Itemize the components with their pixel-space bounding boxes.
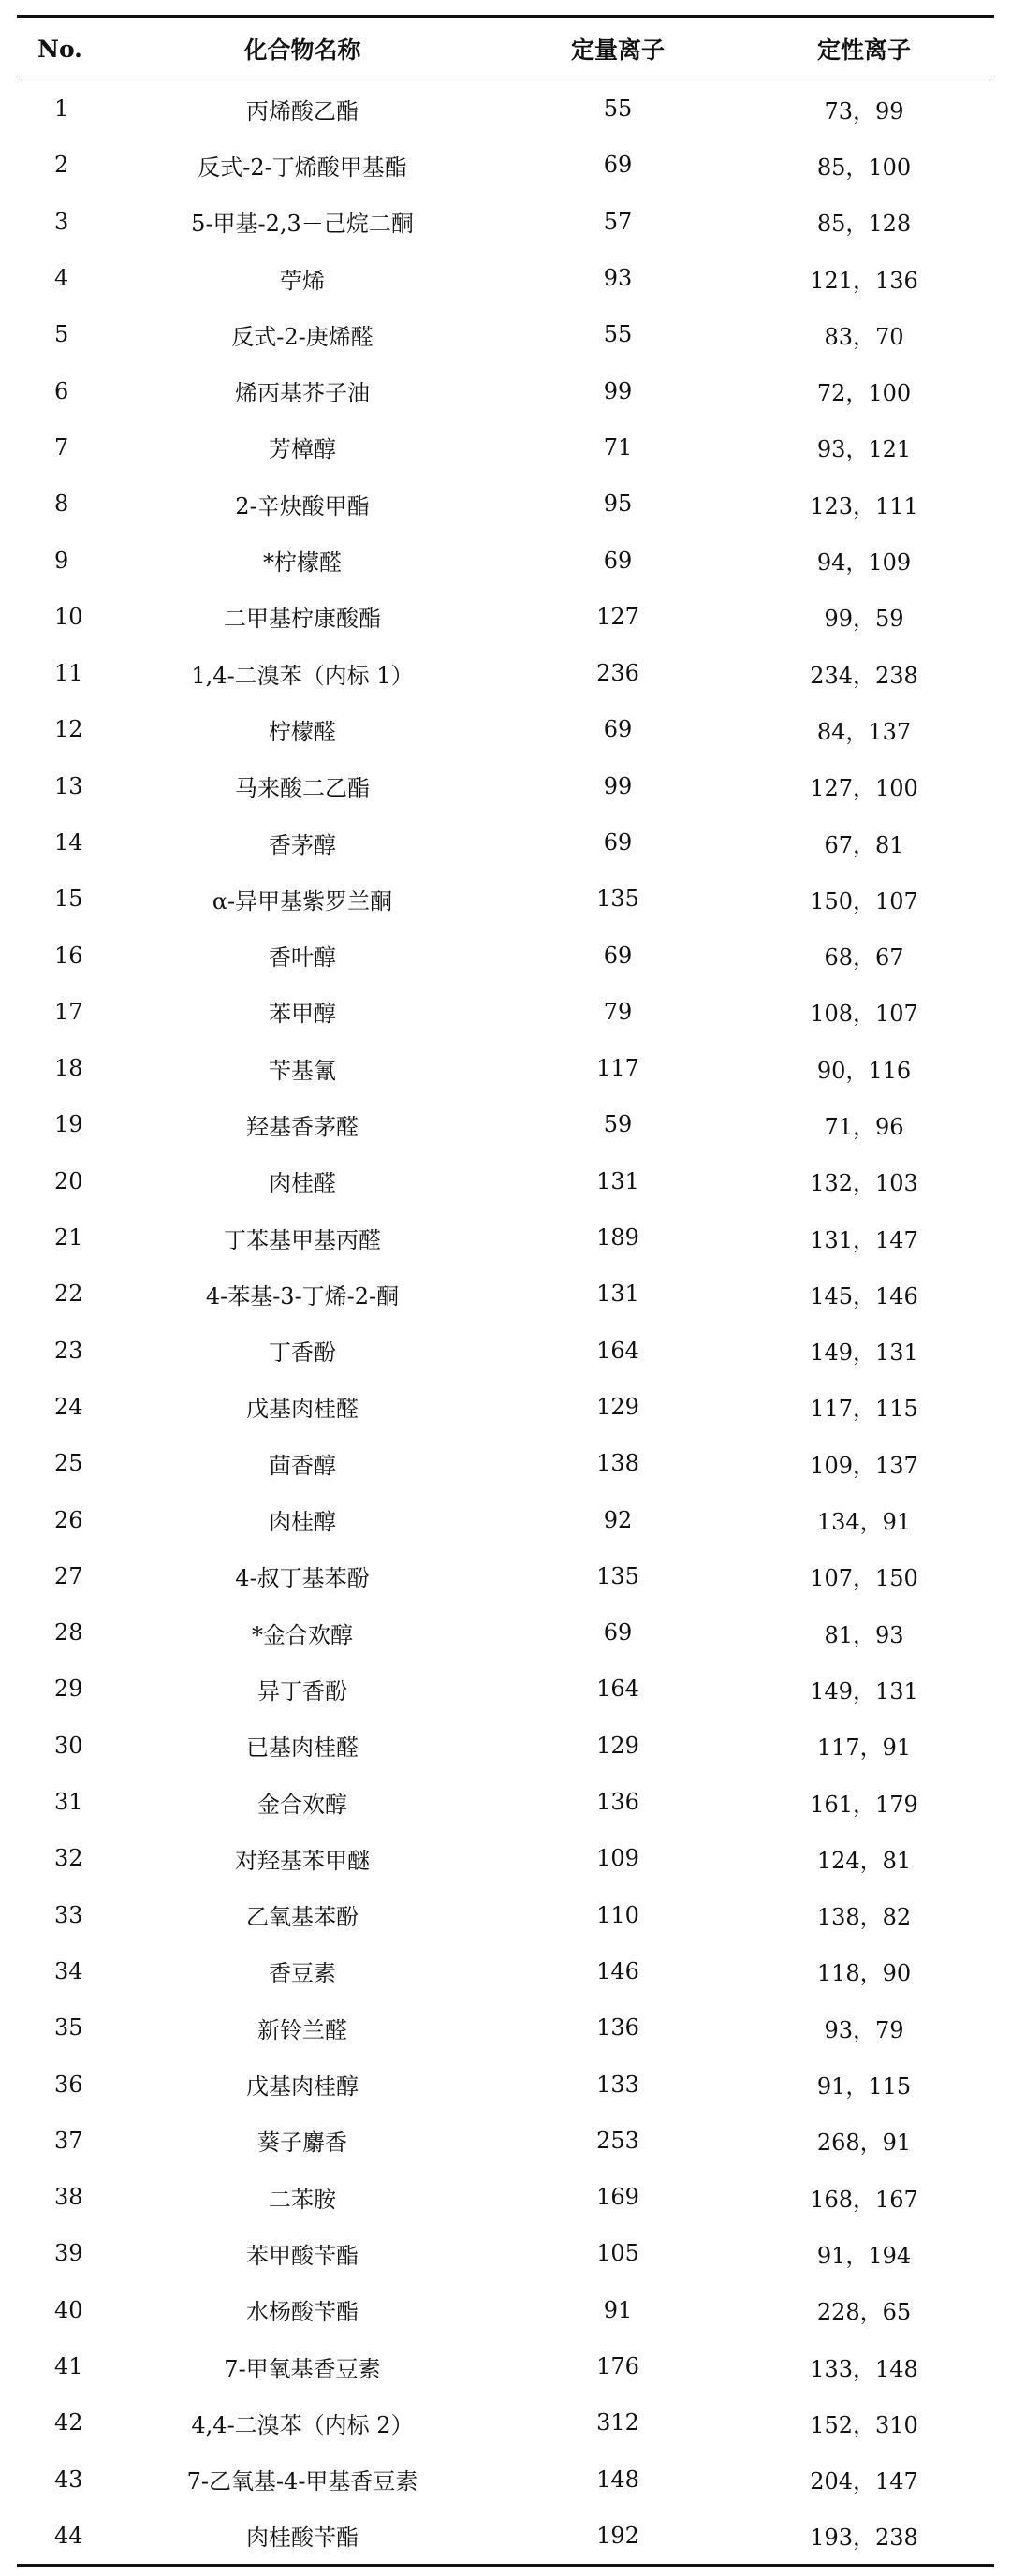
cell-no: 40: [54, 2296, 83, 2323]
cell-qual-ion: 133，148: [810, 2355, 918, 2382]
cell-quant-ion: 55: [603, 95, 633, 123]
cell-no: 39: [54, 2240, 83, 2267]
cell-compound-name: 苯甲酸苄酯: [246, 2242, 359, 2269]
table-row: [17, 1661, 994, 1717]
cell-compound-name: 柠檬醛: [269, 718, 336, 745]
cell-qual-ion: 118，90: [816, 1960, 912, 1987]
cell-qual-ion: 83，70: [824, 323, 904, 350]
cell-quant-ion: 71: [603, 433, 633, 461]
cell-qual-ion: 99，59: [824, 606, 904, 633]
cell-qual-ion: 168，167: [810, 2186, 918, 2213]
cell-compound-name: 马来酸二乙酯: [235, 775, 370, 802]
cell-no: 12: [54, 716, 83, 743]
table-row: [17, 2338, 994, 2394]
cell-compound-name: 2-辛炔酸甲酯: [235, 492, 370, 520]
cell-compound-name: 丁苯基甲基丙醛: [224, 1226, 381, 1253]
cell-no: 5: [54, 321, 69, 348]
cell-compound-name: 葵子麝香: [257, 2130, 347, 2157]
cell-quant-ion: 69: [603, 829, 633, 856]
header-quant-ion: 定量离子: [502, 17, 734, 80]
cell-no: 6: [54, 377, 69, 404]
cell-no: 17: [54, 998, 83, 1025]
cell-quant-ion: 117: [596, 1055, 639, 1082]
cell-no: 30: [54, 1732, 83, 1759]
cell-qual-ion: 90，116: [816, 1057, 912, 1084]
cell-qual-ion: 91，194: [816, 2242, 912, 2269]
cell-qual-ion: 81，93: [824, 1621, 904, 1648]
cell-compound-name: 戊基肉桂醇: [246, 2073, 359, 2100]
cell-quant-ion: 312: [596, 2409, 639, 2437]
cell-compound-name: 二苯胺: [269, 2186, 336, 2213]
cell-qual-ion: 72，100: [816, 380, 912, 407]
cell-compound-name: 4-苯基-3-丁烯-2-酮: [205, 1282, 400, 1310]
cell-qual-ion: 71，96: [824, 1113, 904, 1140]
table-row: [17, 871, 994, 927]
table-row: [17, 589, 994, 645]
cell-no: 11: [54, 660, 83, 687]
table-row: [17, 1040, 994, 1096]
cell-qual-ion: 193，238: [734, 2508, 994, 2566]
cell-quant-ion: 105: [596, 2240, 639, 2267]
cell-no: 35: [54, 2014, 83, 2042]
table-row: [17, 1266, 994, 1322]
cell-no: 34: [54, 1957, 83, 1984]
cell-no: 3: [54, 208, 69, 235]
cell-compound-name: 芳樟醇: [269, 436, 336, 463]
table-row: [17, 701, 994, 757]
cell-no: 31: [54, 1789, 83, 1816]
cell-no: 8: [54, 490, 69, 518]
cell-quant-ion: 127: [596, 603, 639, 630]
cell-no: 25: [54, 1450, 83, 1477]
cell-compound-name: 水杨酸苄酯: [246, 2299, 359, 2326]
cell-compound-name: 茴香醇: [269, 1452, 336, 1479]
header-compound-name: 化合物名称: [103, 17, 502, 80]
cell-quant-ion: 253: [596, 2127, 639, 2154]
cell-quant-ion: 129: [596, 1732, 639, 1759]
cell-qual-ion: 228，65: [816, 2299, 912, 2326]
table-row: [17, 1604, 994, 1661]
header-no: No.: [17, 17, 103, 80]
table-row: [17, 2225, 994, 2281]
header-qual-ion: 定性离子: [734, 17, 994, 80]
cell-qual-ion: 68，67: [824, 944, 904, 972]
cell-compound-name: 乙氧基苯酚: [246, 1904, 359, 1931]
cell-no: 16: [54, 942, 83, 969]
cell-compound-name: 反式-2-丁烯酸甲基酯: [198, 154, 407, 181]
table-row: [17, 1774, 994, 1830]
cell-compound-name: 7-乙氧基-4-甲基香豆素: [186, 2468, 418, 2496]
cell-quant-ion: 69: [603, 716, 633, 743]
cell-quant-ion: 57: [603, 208, 633, 235]
cell-compound-name: 戊基肉桂醛: [246, 1396, 359, 1423]
cell-quant-ion: 95: [603, 490, 633, 518]
cell-no: 36: [54, 2071, 83, 2098]
table-row: [17, 1943, 994, 1999]
table-row: [17, 645, 994, 701]
cell-qual-ion: 268，91: [816, 2130, 912, 2157]
cell-compound-name: 新铃兰醛: [257, 2016, 347, 2043]
cell-qual-ion: 150，107: [810, 887, 918, 915]
table-row: [17, 1153, 994, 1209]
cell-compound-name: 香豆素: [269, 1960, 336, 1987]
cell-compound-name: 香叶醇: [269, 944, 336, 972]
cell-quant-ion: 148: [596, 2466, 639, 2493]
cell-no: 44: [17, 2508, 103, 2566]
cell-quant-ion: 136: [596, 1789, 639, 1816]
cell-quant-ion: 189: [596, 1224, 639, 1251]
cell-quant-ion: 99: [603, 772, 633, 799]
table-row: [17, 2508, 994, 2566]
table-row: [17, 1379, 994, 1435]
table-row: [17, 2282, 994, 2338]
cell-qual-ion: 132，103: [810, 1170, 918, 1197]
table-row: [17, 1435, 994, 1491]
cell-qual-ion: 138，82: [816, 1904, 912, 1931]
cell-qual-ion: 67，81: [824, 831, 904, 858]
cell-compound-name: 肉桂醛: [269, 1170, 336, 1197]
cell-qual-ion: 107，150: [810, 1565, 918, 1592]
cell-quant-ion: 131: [596, 1281, 639, 1308]
cell-qual-ion: 152，310: [810, 2411, 918, 2438]
cell-qual-ion: 123，111: [810, 492, 918, 520]
cell-no: 27: [54, 1562, 83, 1589]
cell-qual-ion: 117，91: [816, 1734, 912, 1762]
cell-no: 32: [54, 1845, 83, 1872]
cell-compound-name: 4-叔丁基苯酚: [235, 1565, 370, 1592]
cell-quant-ion: 99: [603, 377, 633, 404]
cell-compound-name: 5-甲基-2,3－己烷二酮: [191, 211, 414, 238]
cell-no: 33: [54, 1901, 83, 1928]
cell-qual-ion: 108，107: [810, 1001, 918, 1028]
cell-qual-ion: 109，137: [810, 1452, 918, 1479]
cell-qual-ion: 93，79: [824, 2016, 904, 2043]
cell-no: 38: [54, 2184, 83, 2211]
cell-quant-ion: 69: [603, 1619, 633, 1647]
cell-quant-ion: 69: [603, 942, 633, 969]
cell-compound-name: 苄基氰: [269, 1057, 336, 1084]
cell-compound-name: 丙烯酸乙酯: [246, 97, 359, 124]
cell-compound-name: 已基肉桂醛: [246, 1734, 359, 1762]
cell-compound-name: 金合欢醇: [257, 1791, 347, 1818]
cell-no: 1: [54, 95, 69, 123]
table-row: [17, 1718, 994, 1774]
table-row: [17, 1548, 994, 1604]
table-row: [17, 250, 994, 306]
table-row: [17, 1323, 994, 1379]
cell-qual-ion: 149，131: [810, 1339, 918, 1367]
table-row: [17, 2056, 994, 2112]
cell-quant-ion: 192: [502, 2508, 734, 2566]
table-row: [17, 1491, 994, 1547]
cell-quant-ion: 146: [596, 1957, 639, 1984]
table-row: [17, 927, 994, 983]
cell-compound-name: 烯丙基芥子油: [235, 380, 370, 407]
cell-qual-ion: 204，147: [810, 2468, 918, 2496]
cell-qual-ion: 134，91: [816, 1509, 912, 1536]
cell-quant-ion: 129: [596, 1393, 639, 1420]
cell-quant-ion: 136: [596, 2014, 639, 2042]
cell-no: 7: [54, 433, 69, 461]
cell-quant-ion: 93: [603, 265, 633, 292]
cell-no: 29: [54, 1676, 83, 1703]
cell-quant-ion: 69: [603, 547, 633, 574]
cell-no: 9: [54, 547, 69, 574]
cell-no: 23: [54, 1337, 83, 1364]
cell-quant-ion: 135: [596, 886, 639, 913]
compound-ion-table: [17, 15, 994, 2567]
cell-compound-name: *柠檬醛: [263, 549, 342, 577]
cell-no: 43: [54, 2466, 83, 2493]
cell-compound-name: 二甲基柠康酸酯: [224, 606, 381, 633]
table-row: [17, 1999, 994, 2056]
cell-qual-ion: 131，147: [810, 1226, 918, 1253]
cell-quant-ion: 79: [603, 998, 633, 1025]
cell-quant-ion: 236: [596, 660, 639, 687]
cell-compound-name: 4,4-二溴苯（内标 2）: [191, 2411, 414, 2438]
cell-compound-name: α-异甲基紫罗兰酮: [212, 887, 393, 915]
cell-no: 2: [54, 152, 69, 179]
table-row: [17, 1887, 994, 1943]
cell-compound-name: 对羟基苯甲醚: [235, 1847, 370, 1874]
cell-quant-ion: 133: [596, 2071, 639, 2098]
cell-quant-ion: 110: [596, 1901, 639, 1928]
cell-no: 22: [54, 1281, 83, 1308]
cell-compound-name: 肉桂酸苄酯: [103, 2508, 502, 2566]
table-row: [17, 2113, 994, 2169]
cell-no: 24: [54, 1393, 83, 1420]
cell-compound-name: 苧烯: [280, 267, 325, 294]
cell-no: 13: [54, 772, 83, 799]
table-row: [17, 1830, 994, 1886]
cell-quant-ion: 55: [603, 321, 633, 348]
table-row: [17, 419, 994, 476]
cell-compound-name: 羟基香茅醛: [246, 1113, 359, 1140]
cell-no: 20: [54, 1167, 83, 1194]
cell-qual-ion: 149，131: [810, 1677, 918, 1705]
table-row: [17, 758, 994, 814]
table-row: [17, 306, 994, 362]
table-row: [17, 2451, 994, 2507]
cell-no: 4: [54, 265, 69, 292]
cell-quant-ion: 138: [596, 1450, 639, 1477]
cell-quant-ion: 131: [596, 1167, 639, 1194]
cell-qual-ion: 73，99: [824, 97, 904, 124]
cell-quant-ion: 169: [596, 2184, 639, 2211]
cell-no: 18: [54, 1055, 83, 1082]
cell-quant-ion: 135: [596, 1562, 639, 1589]
table-row: [17, 984, 994, 1040]
cell-quant-ion: 164: [596, 1337, 639, 1364]
cell-qual-ion: 127，100: [810, 775, 918, 802]
cell-qual-ion: 84，137: [816, 718, 912, 745]
cell-qual-ion: 93，121: [816, 436, 912, 463]
header-row: [17, 17, 994, 80]
cell-compound-name: 7-甲氧基香豆素: [224, 2355, 381, 2382]
table-row: [17, 194, 994, 250]
cell-no: 28: [54, 1619, 83, 1647]
cell-quant-ion: 59: [603, 1111, 633, 1138]
cell-qual-ion: 145，146: [810, 1282, 918, 1310]
cell-compound-name: *金合欢醇: [252, 1621, 353, 1648]
table-row: [17, 2394, 994, 2451]
cell-quant-ion: 164: [596, 1676, 639, 1703]
cell-compound-name: 反式-2-庚烯醛: [231, 323, 374, 350]
cell-compound-name: 苯甲醇: [269, 1001, 336, 1028]
table-row: [17, 532, 994, 588]
cell-compound-name: 1,4-二溴苯（内标 1）: [191, 662, 414, 689]
table-row: [17, 476, 994, 532]
cell-compound-name: 肉桂醇: [269, 1509, 336, 1536]
cell-no: 19: [54, 1111, 83, 1138]
cell-no: 15: [54, 886, 83, 913]
cell-no: 10: [54, 603, 83, 630]
table-row: [17, 1096, 994, 1152]
cell-quant-ion: 109: [596, 1845, 639, 1872]
cell-qual-ion: 91，115: [816, 2073, 912, 2100]
table-body: [17, 80, 994, 2566]
cell-no: 37: [54, 2127, 83, 2154]
cell-no: 14: [54, 829, 83, 856]
cell-quant-ion: 176: [596, 2353, 639, 2380]
table-row: [17, 137, 994, 193]
cell-qual-ion: 85，128: [816, 211, 912, 238]
table-row: [17, 2169, 994, 2225]
cell-qual-ion: 161，179: [810, 1791, 918, 1818]
table-row: [17, 1209, 994, 1266]
cell-quant-ion: 69: [603, 152, 633, 179]
table-header: [17, 17, 994, 80]
cell-compound-name: 香茅醇: [269, 831, 336, 858]
table-row: [17, 80, 994, 138]
cell-no: 26: [54, 1506, 83, 1533]
cell-no: 21: [54, 1224, 83, 1251]
cell-quant-ion: 91: [603, 2296, 633, 2323]
cell-qual-ion: 124，81: [816, 1847, 912, 1874]
cell-no: 42: [54, 2409, 83, 2437]
cell-qual-ion: 85，100: [816, 154, 912, 181]
cell-no: 41: [54, 2353, 83, 2380]
cell-qual-ion: 234，238: [810, 662, 918, 689]
table-row: [17, 814, 994, 871]
cell-compound-name: 异丁香酚: [257, 1677, 347, 1705]
table-row: [17, 362, 994, 418]
cell-quant-ion: 92: [603, 1506, 633, 1533]
cell-qual-ion: 121，136: [810, 267, 918, 294]
cell-qual-ion: 117，115: [810, 1396, 918, 1423]
cell-qual-ion: 94，109: [816, 549, 912, 577]
cell-compound-name: 丁香酚: [269, 1339, 336, 1367]
